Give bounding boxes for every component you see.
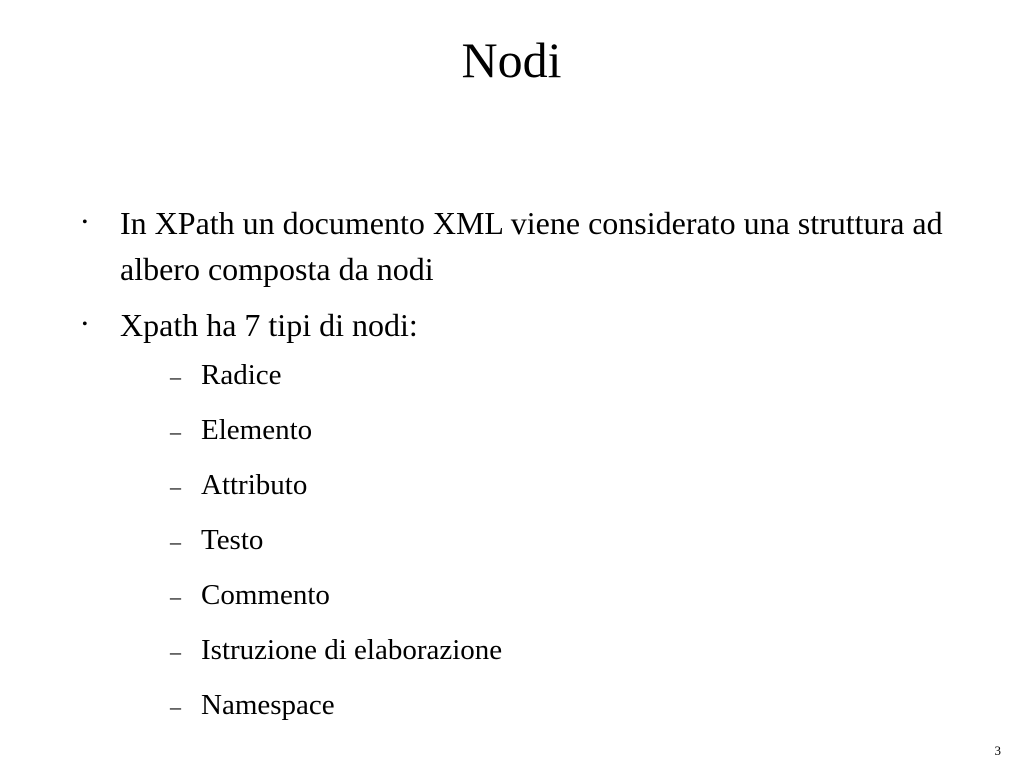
sub-list-item	[120, 623, 1002, 678]
sub-item-marker: –	[170, 419, 181, 444]
sub-list-item	[120, 348, 1002, 403]
bullet-item	[82, 200, 1002, 292]
sub-item-marker: –	[170, 639, 181, 664]
bullet-text: In XPath un documento XML viene considerato una struttura ad albero composta da nodi	[120, 205, 943, 287]
sub-list-item	[120, 403, 1002, 458]
sub-item-text: Testo	[201, 524, 264, 556]
sub-item-marker: –	[170, 584, 181, 609]
bullet-item	[82, 302, 1002, 733]
bullet-text: Xpath ha 7 tipi di nodi:	[120, 307, 418, 343]
sub-item-marker: –	[170, 529, 181, 554]
bullet-list	[82, 200, 1002, 743]
bullet-marker: •	[82, 316, 88, 333]
sub-list-item	[120, 568, 1002, 623]
node-types-list	[120, 348, 1002, 733]
sub-list-item	[120, 458, 1002, 513]
page-number: 3	[994, 743, 1001, 758]
sub-item-text: Radice	[201, 359, 282, 391]
sub-item-text: Elemento	[201, 414, 313, 446]
sub-item-marker: –	[170, 364, 181, 389]
sub-item-text: Istruzione di elaborazione	[201, 634, 503, 666]
sub-item-marker: –	[170, 474, 181, 499]
sub-item-text: Attributo	[201, 469, 308, 501]
sub-list-item	[120, 678, 1002, 733]
sub-item-text: Namespace	[201, 689, 335, 721]
sub-list-item	[120, 513, 1002, 568]
slide-title: Nodi	[461, 32, 562, 88]
bullet-marker: •	[82, 214, 88, 231]
sub-item-text: Commento	[201, 579, 330, 611]
sub-item-marker: –	[170, 694, 181, 719]
